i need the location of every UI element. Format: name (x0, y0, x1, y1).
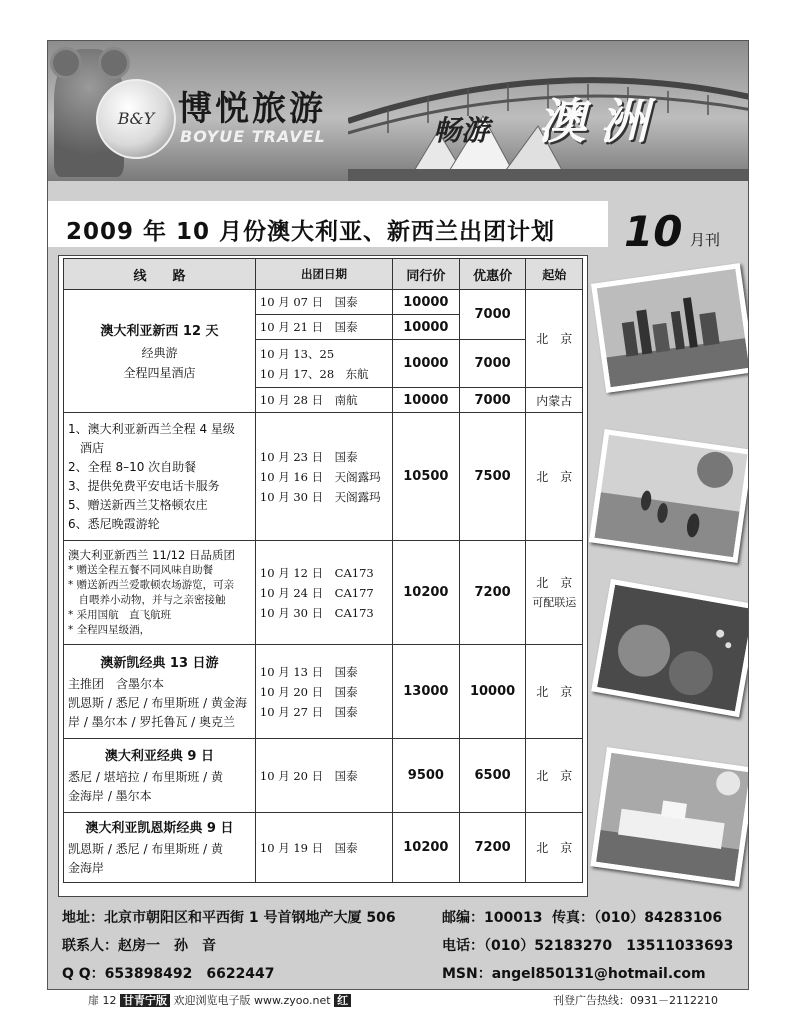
page-label: 扉 12 (88, 994, 117, 1007)
route-line: 全程四星酒店 (123, 365, 196, 380)
qq-text: Q Q：653898492 6622447 (62, 966, 275, 982)
kangaroo-photo (589, 429, 749, 563)
table-row (64, 541, 583, 645)
date-line: 10 月 13、25 (259, 346, 335, 361)
edition-badge: 甘青宁版 (120, 994, 170, 1007)
issue-number: 10 (624, 207, 683, 256)
route-line: 悉尼 / 堪培拉 / 布里斯班 / 黄 (68, 770, 224, 784)
date-cell (255, 541, 392, 645)
slogan-small: 畅游 (433, 114, 490, 147)
discount-price-cell: 6500 (459, 739, 526, 813)
koala-ear-left (50, 47, 82, 79)
discount-price-cell: 7000 (459, 290, 526, 340)
koala-ear-right (98, 47, 130, 79)
date-line: 10 月 17、28 东航 (259, 366, 369, 381)
date-line: 10 月 23 日 国泰 (259, 449, 358, 464)
date-line: 10 月 19 日 国泰 (259, 840, 358, 855)
trade-price-cell: 9500 (393, 739, 460, 813)
route-line: 6、悉尼晚霞游轮 (68, 516, 160, 531)
route-line: * 采用国航 直飞航班 (68, 608, 172, 621)
origin-cell: 北 京 (526, 290, 583, 388)
issue-label: 月刊 (690, 231, 721, 249)
header-discount-price: 优惠价 (459, 259, 526, 290)
route-cell (64, 813, 256, 883)
table-row (64, 645, 583, 739)
header-banner (48, 41, 748, 181)
trade-price-cell: 13000 (393, 645, 460, 739)
trade-price-cell: 10000 (393, 290, 460, 315)
discount-price-cell: 7200 (459, 813, 526, 883)
trade-price-cell: 10200 (393, 813, 460, 883)
route-cell (64, 739, 256, 813)
date-line: 10 月 28 日 南航 (259, 393, 358, 407)
date-cell (255, 739, 392, 813)
header-origin: 起始 (526, 259, 583, 290)
route-cell (64, 413, 256, 541)
trade-price-cell: 10000 (393, 388, 460, 413)
address-text: 地址：北京市朝阳区和平西街 1 号首钢地产大厦 506 (62, 910, 396, 926)
discount-price-cell: 7200 (459, 541, 526, 645)
date-line: 10 月 16 日 天阁露玛 (259, 469, 381, 484)
date-cell (255, 315, 392, 340)
trade-price-cell: 10000 (393, 315, 460, 340)
route-title: 澳大利亚新西 12 天 (100, 323, 219, 339)
date-line: 10 月 12 日 CA173 (259, 565, 374, 580)
brand-name-en: BOYUE TRAVEL (180, 127, 326, 146)
route-line: * 赠送全程五餐不同风味自助餐 (68, 563, 214, 576)
postcode-text: 邮编：100013 (442, 910, 543, 926)
route-line: 金海岸 (68, 861, 105, 875)
route-line: * 全程四星级酒， (68, 623, 151, 636)
date-line: 10 月 21 日 国泰 (259, 320, 358, 334)
bottom-info (88, 992, 351, 1008)
route-title: 澳大利亚新西兰 11/12 日品质团 (68, 547, 235, 562)
building-photo (590, 747, 749, 887)
origin-cell: 北 京 (526, 739, 583, 813)
trade-price-cell: 10500 (393, 413, 460, 541)
route-line: 自喂养小动物，并与之亲密接触 (68, 593, 226, 606)
origin-cell: 内蒙古 (526, 388, 583, 413)
date-line: 10 月 20 日 国泰 (259, 684, 358, 699)
origin-line: 北 京 (536, 575, 573, 590)
header-route: 线 路 (64, 259, 256, 290)
discount-price-cell: 10000 (459, 645, 526, 739)
ad-hotline: 刊登广告热线：0931－2112210 (553, 994, 718, 1007)
route-line: * 赠送新西兰爱歌顿农场游览，可亲 (68, 578, 235, 591)
table-row (64, 290, 583, 315)
route-cell (64, 645, 256, 739)
date-line: 10 月 30 日 天阁露玛 (259, 489, 381, 504)
date-cell (255, 290, 392, 315)
route-line: 2、全程 8–10 次自助餐 (68, 459, 197, 474)
table-header-row (64, 259, 583, 290)
origin-cell: 北 京 (526, 413, 583, 541)
header-trade-price: 同行价 (393, 259, 460, 290)
company-logo: B&Y (96, 79, 176, 159)
route-title: 澳新凯经典 13 日游 (100, 655, 219, 671)
coral-reef-photo (591, 579, 749, 717)
discount-price-cell: 7500 (459, 413, 526, 541)
fax-text: 传真：（010）84283106 (552, 910, 723, 926)
website-text: 欢迎浏览电子版 www.zyoo.net (173, 994, 331, 1007)
discount-price-cell: 7000 (459, 340, 526, 388)
header-date: 出团日期 (255, 259, 392, 290)
slogan-big: 澳洲 (538, 94, 663, 150)
route-title: 澳大利亚经典 9 日 (104, 749, 215, 764)
date-line: 10 月 30 日 CA173 (259, 605, 374, 620)
date-cell (255, 388, 392, 413)
route-line: 酒店 (68, 440, 105, 455)
advertisement-page (47, 40, 749, 990)
route-line: 凯恩斯 / 悉尼 / 布里斯班 / 黄金海 (68, 695, 248, 710)
table-row (64, 739, 583, 813)
route-cell (64, 541, 256, 645)
contact-person-text: 联系人：赵房一 孙 音 (62, 938, 216, 954)
tour-schedule-table (63, 258, 583, 883)
date-line: 10 月 24 日 CA177 (259, 585, 374, 600)
date-line: 10 月 13 日 国泰 (259, 664, 358, 679)
date-line: 10 月 07 日 国泰 (259, 295, 358, 309)
route-line: 凯恩斯 / 悉尼 / 布里斯班 / 黄 (68, 842, 224, 856)
route-line: 5、赠送新西兰艾格顿农庄 (68, 497, 208, 512)
discount-price-cell: 7000 (459, 388, 526, 413)
origin-cell: 北 京 (526, 813, 583, 883)
date-cell (255, 645, 392, 739)
origin-cell: 北 京 (526, 645, 583, 739)
route-line: 1、澳大利亚新西兰全程 4 星级 (68, 421, 235, 436)
date-line: 10 月 20 日 国泰 (259, 768, 358, 783)
route-title: 澳大利亚凯恩斯经典 9 日 (85, 821, 234, 836)
route-line: 金海岸 / 墨尔本 (68, 789, 152, 803)
route-line: 岸 / 墨尔本 / 罗托鲁瓦 / 奥克兰 (68, 714, 236, 729)
msn-text: MSN：angel850131@hotmail.com (442, 966, 706, 982)
trade-price-cell: 10200 (393, 541, 460, 645)
origin-line: 可配联运 (532, 595, 577, 609)
origin-cell (526, 541, 583, 645)
date-cell (255, 813, 392, 883)
table-row (64, 413, 583, 541)
table-row (64, 813, 583, 883)
page-title: 2009 年 10 月份澳大利亚、新西兰出团计划 (66, 219, 556, 245)
city-skyline-photo (591, 263, 749, 393)
route-line: 3、提供免费平安电话卡服务 (68, 478, 220, 493)
date-cell (255, 413, 392, 541)
route-line: 经典游 (141, 345, 178, 360)
tag-badge: 红 (334, 994, 351, 1007)
tour-schedule-table-wrapper (58, 255, 588, 897)
brand-name-cn: 博悦旅游 (178, 89, 326, 129)
trade-price-cell: 10000 (393, 340, 460, 388)
date-line: 10 月 27 日 国泰 (259, 704, 358, 719)
phone-text: 电话：（010）52183270 13511033693 (442, 938, 734, 954)
date-cell (255, 340, 392, 388)
route-cell (64, 290, 256, 413)
route-line: 主推团 含墨尔本 (68, 676, 165, 691)
